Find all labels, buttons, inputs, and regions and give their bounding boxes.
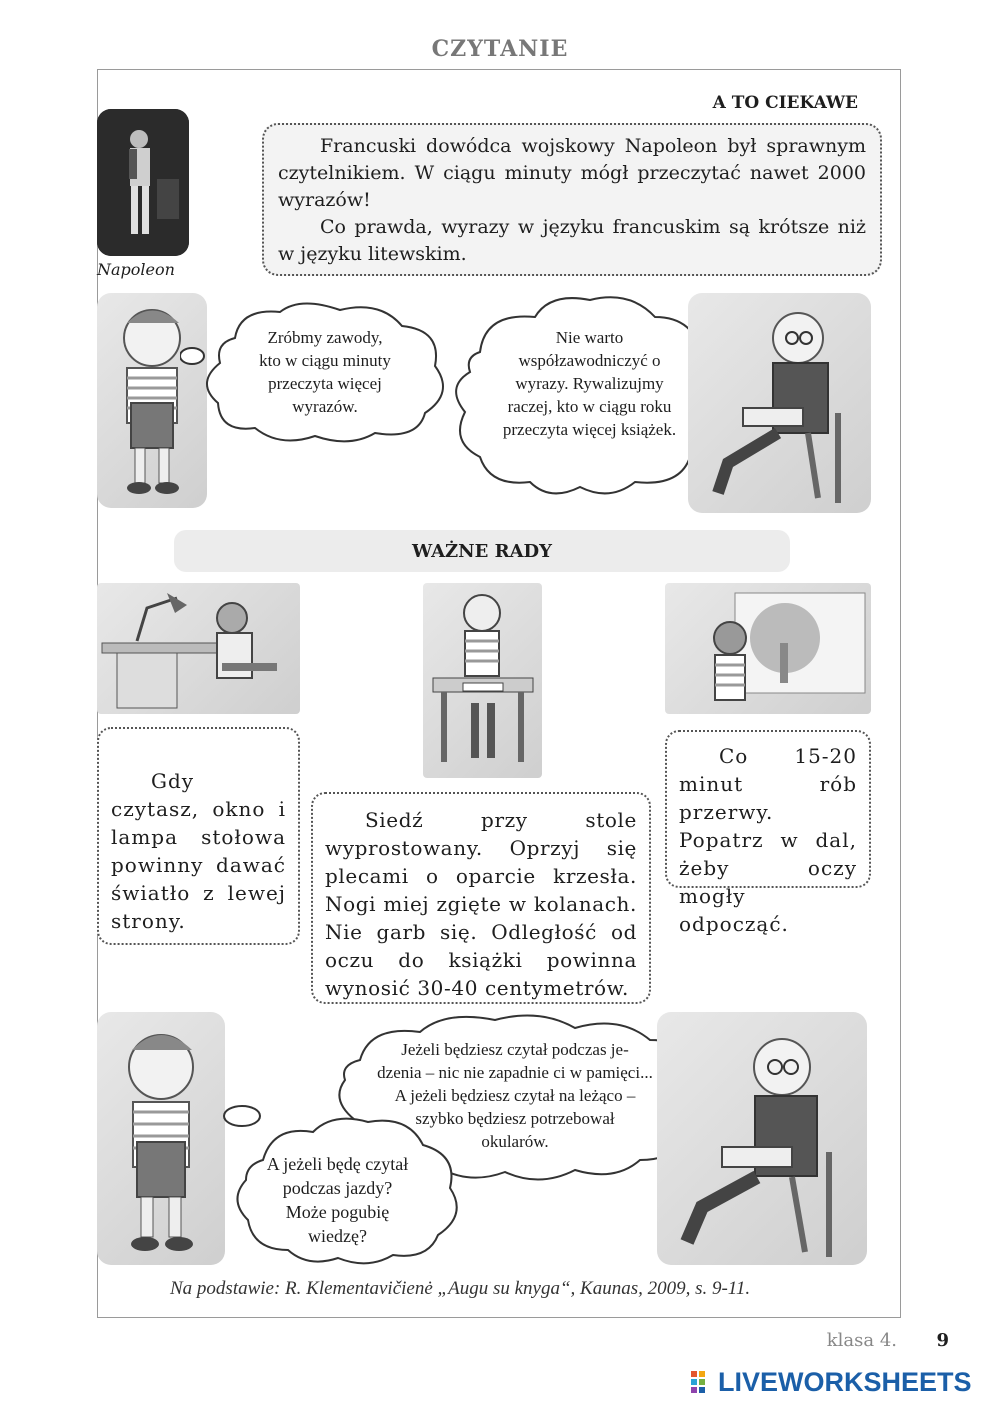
speech-line: A jeżeli będziesz czytał na leżąco – — [394, 1086, 636, 1105]
page-number: 9 — [936, 1330, 949, 1351]
tip-text: Gdy czytasz, okno i lampa stołowa powinny dawać światło z lewej strony. — [111, 769, 286, 933]
tip-posture — [311, 792, 651, 1004]
speech-line: Zróbmy zawody, — [267, 328, 383, 347]
speech-line: kto w ciągu minuty — [259, 351, 391, 370]
fact-box — [262, 123, 882, 276]
liveworksheets-brand[interactable] — [690, 1366, 990, 1398]
tip-lighting — [97, 727, 300, 945]
grandpa-illustration-2 — [657, 1012, 867, 1265]
fact-heading: A TO CIEKAWE — [712, 93, 858, 113]
speech-line: dzenia – nic nie zapadnie ci w pamięci... — [377, 1063, 653, 1082]
grandpa-illustration — [688, 293, 871, 513]
fact-paragraph: Francuski dowódca wojskowy Napoleon był sprawnym czytelnikiem. W ciągu minuty mógł przeczytać nawet 2000 wyrazów! — [278, 135, 866, 211]
tips-heading: WAŻNE RADY — [174, 530, 790, 572]
speech-line: raczej, kto w ciągu roku — [507, 397, 672, 416]
desk-lamp-illustration — [97, 583, 300, 714]
class-label: klasa 4. — [826, 1330, 897, 1351]
speech-line: szybko będziesz potrzebował — [415, 1109, 615, 1128]
speech-line: współzawodniczyć o — [518, 351, 661, 370]
speech-line: przeczyta więcej książek. — [502, 420, 677, 439]
speech-line: okularów. — [481, 1132, 549, 1151]
portrait-caption: Napoleon — [97, 260, 175, 279]
boy-speech-text — [225, 326, 425, 418]
napoleon-portrait — [97, 109, 189, 256]
speech-line: wiedzę? — [308, 1226, 367, 1246]
liveworksheets-logo-icon — [690, 1370, 714, 1394]
tip-breaks — [665, 730, 871, 936]
speech-line: wyrazy. Rywalizujmy — [515, 374, 664, 393]
speech-line: przeczyta więcej — [268, 374, 382, 393]
speech-line: Nie warto — [555, 328, 624, 347]
page-title: CZYTANIE — [431, 36, 569, 62]
speech-line: podczas jazdy? — [282, 1178, 393, 1198]
tip-text: Siedź przy stole wyprostowany. Oprzyj się plecami o oparcie krzesła. Nogi miej zgięte w kolanach. Nie garb się. Odległość od oczu do książki powinna wynosić 30-40 centymetrów. — [325, 808, 637, 1000]
window-view-illustration — [665, 583, 871, 714]
brand-name: LIVEWORKSHEETS — [718, 1366, 972, 1397]
tip-text: Co 15-20 minut rób przerwy. Popatrz w dal, żeby oczy mogły odpocząć. — [679, 744, 857, 936]
fact-paragraph: Co prawda, wyrazy w języku francuskim są krótsze niż w języku litewskim. — [278, 216, 866, 265]
grandpa-speech-text — [462, 326, 717, 441]
speech-line: Jeżeli będziesz czytał podczas je- — [401, 1040, 629, 1059]
speech-line: A jeżeli będę czytał — [266, 1154, 409, 1174]
source-citation: Na podstawie: R. Klementavičienė „Augu su knyga“, Kaunas, 2009, s. 9-11. — [170, 1278, 751, 1299]
posture-illustration — [423, 583, 542, 778]
boy-speech-text-2 — [235, 1152, 440, 1248]
boy-illustration-2 — [97, 1012, 225, 1265]
speech-line: wyrazów. — [292, 397, 358, 416]
speech-line: Może pogubię — [285, 1202, 390, 1222]
